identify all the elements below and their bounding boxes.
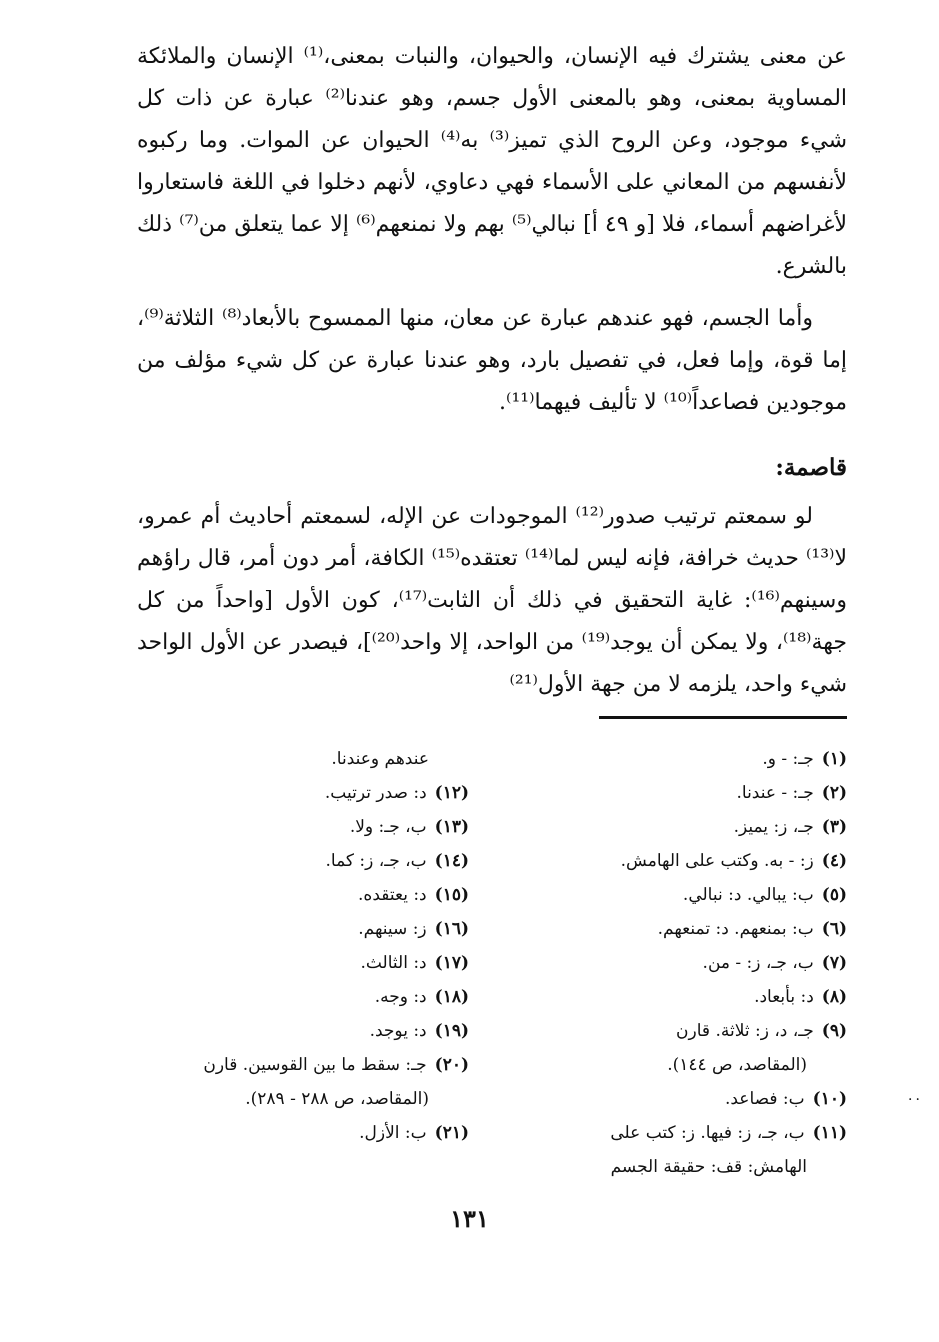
footnote-text: ز: - به. وكتب على الهامش. (620, 851, 814, 871)
page-number: ١٣١ (450, 1204, 489, 1233)
paragraph-1: عن معنى يشترك فيه الإنسان، والحيوان، والنبات بمعنى،⁽¹⁾ الإنسان والملائكة المساوية بمعنى، وهو بالمعنى الأول جسم، وهو عندنا⁽²⁾ عبارة عن ذات كل شيء موجود، وعن الروح الذي تميز⁽³⁾ به⁽⁴⁾ الحيوان عن الموات. وما ركبوه لأنفسهم من المعاني على الأسماء فهي دعاوي، لأنهم دخلوا في اللغة فاستعاروا لأغراضهم أسماء، فلا [و ٤٩ أ] نبالي⁽⁵⁾ بهم ولا نمنعهم⁽⁶⁾ إلا عما يتعلق من⁽⁷⁾ ذلك بالشرع. (137, 44, 848, 279)
footnote-text: ب: فصاعد. (724, 1089, 805, 1109)
footnote-text: د: الثالث. (360, 953, 427, 973)
main-text-block (137, 36, 847, 424)
footnote (129, 1116, 469, 1150)
footnote-number: (٧) (821, 953, 847, 973)
paragraph-3 (137, 496, 847, 706)
footnote-text: الهامش: قف: حقيقة الجسم (610, 1157, 807, 1177)
footnote-number: (١٧) (434, 953, 469, 973)
footnote-text: ب: بمنعهم. د: تمنعهم. (657, 919, 814, 939)
footnote-text: ب، جـ، ز: فيها. ز: كتب على (610, 1123, 805, 1143)
footnote-separator (599, 716, 847, 719)
footnote (129, 980, 469, 1014)
paragraph-3-text: لو سمعتم ترتيب صدور⁽¹²⁾ الموجودات عن الإله، لسمعتم أحاديث أم عمرو، لا⁽¹³⁾ حديث خرافة، فإنه ليس لما⁽¹⁴⁾ تعتقده⁽¹⁵⁾ الكافة، أمر دون أمر، قال راؤهم وسينهم⁽¹⁶⁾: غاية التحقيق في ذلك أن الثابت⁽¹⁷⁾، كون الأول [واحداً من كل جهة⁽¹⁸⁾، ولا يمكن أن يوجد⁽¹⁹⁾ من الواحد، إلا واحد⁽²⁰⁾]، فيصدر عن الأول الواحد شيء واحد، يلزمه لا من جهة الأول⁽²¹⁾ (137, 504, 847, 697)
footnote-number: (١٥) (434, 885, 469, 905)
footnote (129, 742, 469, 776)
section-heading: قاصمة: (775, 454, 847, 481)
footnote-number: (٣) (821, 817, 847, 837)
footnote-number: (١١) (812, 1123, 847, 1143)
footnote-text: ب: الأزل. (359, 1123, 427, 1143)
footnote (507, 844, 847, 878)
footnote (507, 912, 847, 946)
footnote-number: (١٢) (434, 783, 469, 803)
footnote-number: (١٩) (434, 1021, 469, 1041)
footnotes-left-column (129, 742, 469, 1150)
footnote (507, 946, 847, 980)
footnote-number: (١٤) (434, 851, 469, 871)
footnote (507, 878, 847, 912)
footnote-text: د: يعتقده. (358, 885, 427, 905)
footnote (129, 1014, 469, 1048)
footnotes-right-column (507, 742, 847, 1184)
footnote-text: د: بأبعاد. (754, 987, 814, 1007)
footnote-number: (١٨) (434, 987, 469, 1007)
footnote-number: (٤) (821, 851, 847, 871)
footnote-text: جـ: - و. (762, 749, 814, 769)
footnote-number: (١٦) (434, 919, 469, 939)
footnote-number: (١٠) (812, 1089, 847, 1109)
footnote (507, 776, 847, 810)
paragraph-2: وأما الجسم، فهو عندهم عبارة عن معان، منها الممسوح بالأبعاد⁽⁸⁾ الثلاثة⁽⁹⁾، إما قوة، وإما فعل، في تفصيل بارد، وهو عندنا عبارة عن كل شيء مؤلف من موجودين فصاعداً⁽¹⁰⁾ لا تأليف فيهما⁽¹¹⁾. (137, 306, 847, 415)
footnote-text: ب، جـ، ز: - من. (702, 953, 814, 973)
footnote (129, 776, 469, 810)
footnote-text: جـ، د، ز: ثلاثة. قارن (676, 1021, 814, 1041)
footnote-text: د: يوجد. (369, 1021, 427, 1041)
footnote-number: (٦) (821, 919, 847, 939)
footnote-text: عندهم وعندنا. (331, 749, 429, 769)
footnote-text: جـ: سقط ما بين القوسين. قارن (203, 1055, 427, 1075)
footnote-text: جـ: - عندنا. (736, 783, 814, 803)
footnote (507, 1150, 847, 1184)
footnote (507, 742, 847, 776)
footnote (507, 980, 847, 1014)
footnote (507, 1014, 847, 1048)
margin-dots: ·· (908, 1092, 923, 1108)
footnote (507, 1082, 847, 1116)
footnote-number: (٨) (821, 987, 847, 1007)
footnote (507, 1048, 847, 1082)
footnote (129, 912, 469, 946)
footnote (129, 1048, 469, 1082)
footnote-number: (١) (821, 749, 847, 769)
footnote-text: جـ، ز: يميز. (733, 817, 814, 837)
footnote-text: د: وجه. (374, 987, 427, 1007)
footnote-text: (المقاصد، ص ١٤٤). (667, 1055, 807, 1075)
footnote-number: (١٣) (434, 817, 469, 837)
footnote-number: (٥) (821, 885, 847, 905)
footnote-text: ب: يبالي. د: نبالي. (682, 885, 814, 905)
footnote (507, 1116, 847, 1150)
footnote (129, 946, 469, 980)
footnote-number: (٢) (821, 783, 847, 803)
footnote-number: (٢١) (434, 1123, 469, 1143)
footnote (129, 810, 469, 844)
footnote-text: د: صدر ترتيب. (324, 783, 427, 803)
footnote (129, 844, 469, 878)
footnote (129, 878, 469, 912)
footnote-text: (المقاصد، ص ٢٨٨ - ٢٨٩). (245, 1089, 429, 1109)
footnote (507, 810, 847, 844)
footnote-number: (٩) (821, 1021, 847, 1041)
footnote-text: ز: سينهم. (358, 919, 427, 939)
footnote-number: (٢٠) (434, 1055, 469, 1075)
footnote (129, 1082, 469, 1116)
footnote-text: ب، جـ: ولا. (349, 817, 427, 837)
footnote-text: ب، جـ، ز: كما. (325, 851, 427, 871)
